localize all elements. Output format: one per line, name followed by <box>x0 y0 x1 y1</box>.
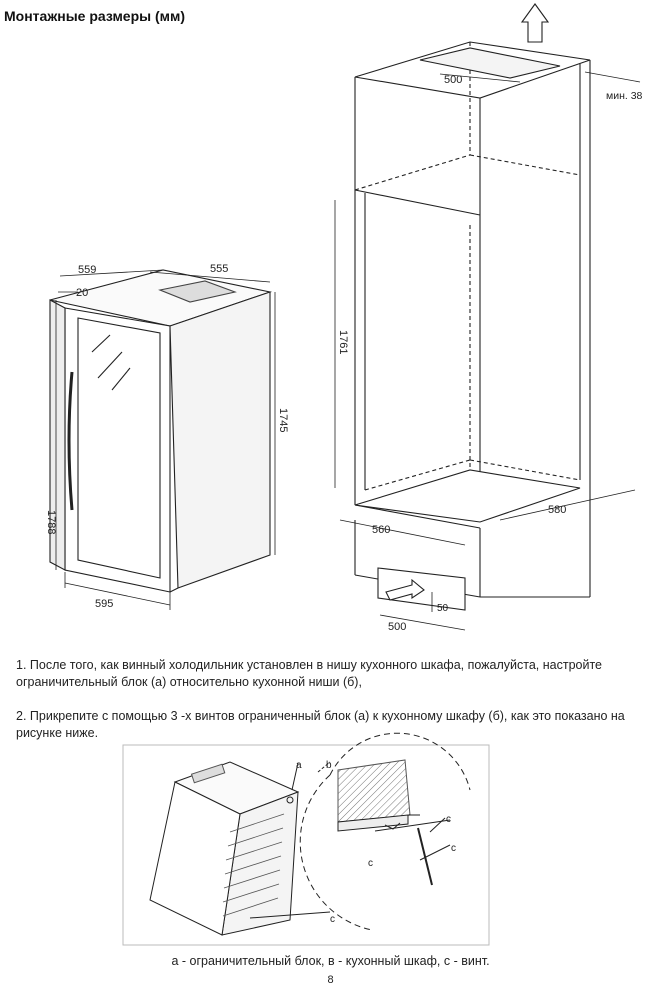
dim-niche-height: 1761 <box>337 330 349 355</box>
label-c2: c <box>451 843 456 854</box>
dim-bottom-vent-height: 50 <box>437 603 449 614</box>
dim-bottom-vent-width: 500 <box>388 621 407 633</box>
dim-width: 595 <box>95 598 114 610</box>
wine-fridge-drawing <box>50 270 275 610</box>
label-c3: c <box>368 858 373 869</box>
dim-depth-total: 559 <box>78 264 97 276</box>
label-c1: c <box>446 814 451 825</box>
cabinet-niche-drawing <box>335 4 640 630</box>
figure-caption: а - ограничительный блок, в - кухонный шкаф, с - винт. <box>171 954 490 968</box>
label-b: b <box>326 760 332 771</box>
instruction-step-1: 1. После того, как винный холодильник установлен в нишу кухонного шкафа, пожалуйста, настройте ограничительный блок (а) относительно кухонной ниши (б), <box>16 658 603 689</box>
dim-height-total: 1788 <box>45 510 57 535</box>
dim-height-body: 1745 <box>277 408 289 433</box>
dim-niche-width: 560 <box>372 524 391 536</box>
page-title: Монтажные размеры (мм) <box>4 8 186 24</box>
label-c4: c <box>330 914 335 925</box>
dim-door-thickness: 20 <box>76 287 89 299</box>
dim-depth-body: 555 <box>210 263 229 275</box>
page-number: 8 <box>327 974 334 986</box>
label-a: a <box>296 760 302 771</box>
dim-top-vent-depth: 500 <box>444 74 463 86</box>
mounting-detail-drawing <box>123 733 489 945</box>
dim-min-gap: мин. 38 <box>606 90 643 102</box>
instruction-step-2: 2. Прикрепите с помощью 3 -х винтов ограниченный блок (а) к кухонному шкафу (б), как это показано на рисунке ниже. <box>16 709 625 740</box>
dim-niche-depth: 580 <box>548 504 567 516</box>
